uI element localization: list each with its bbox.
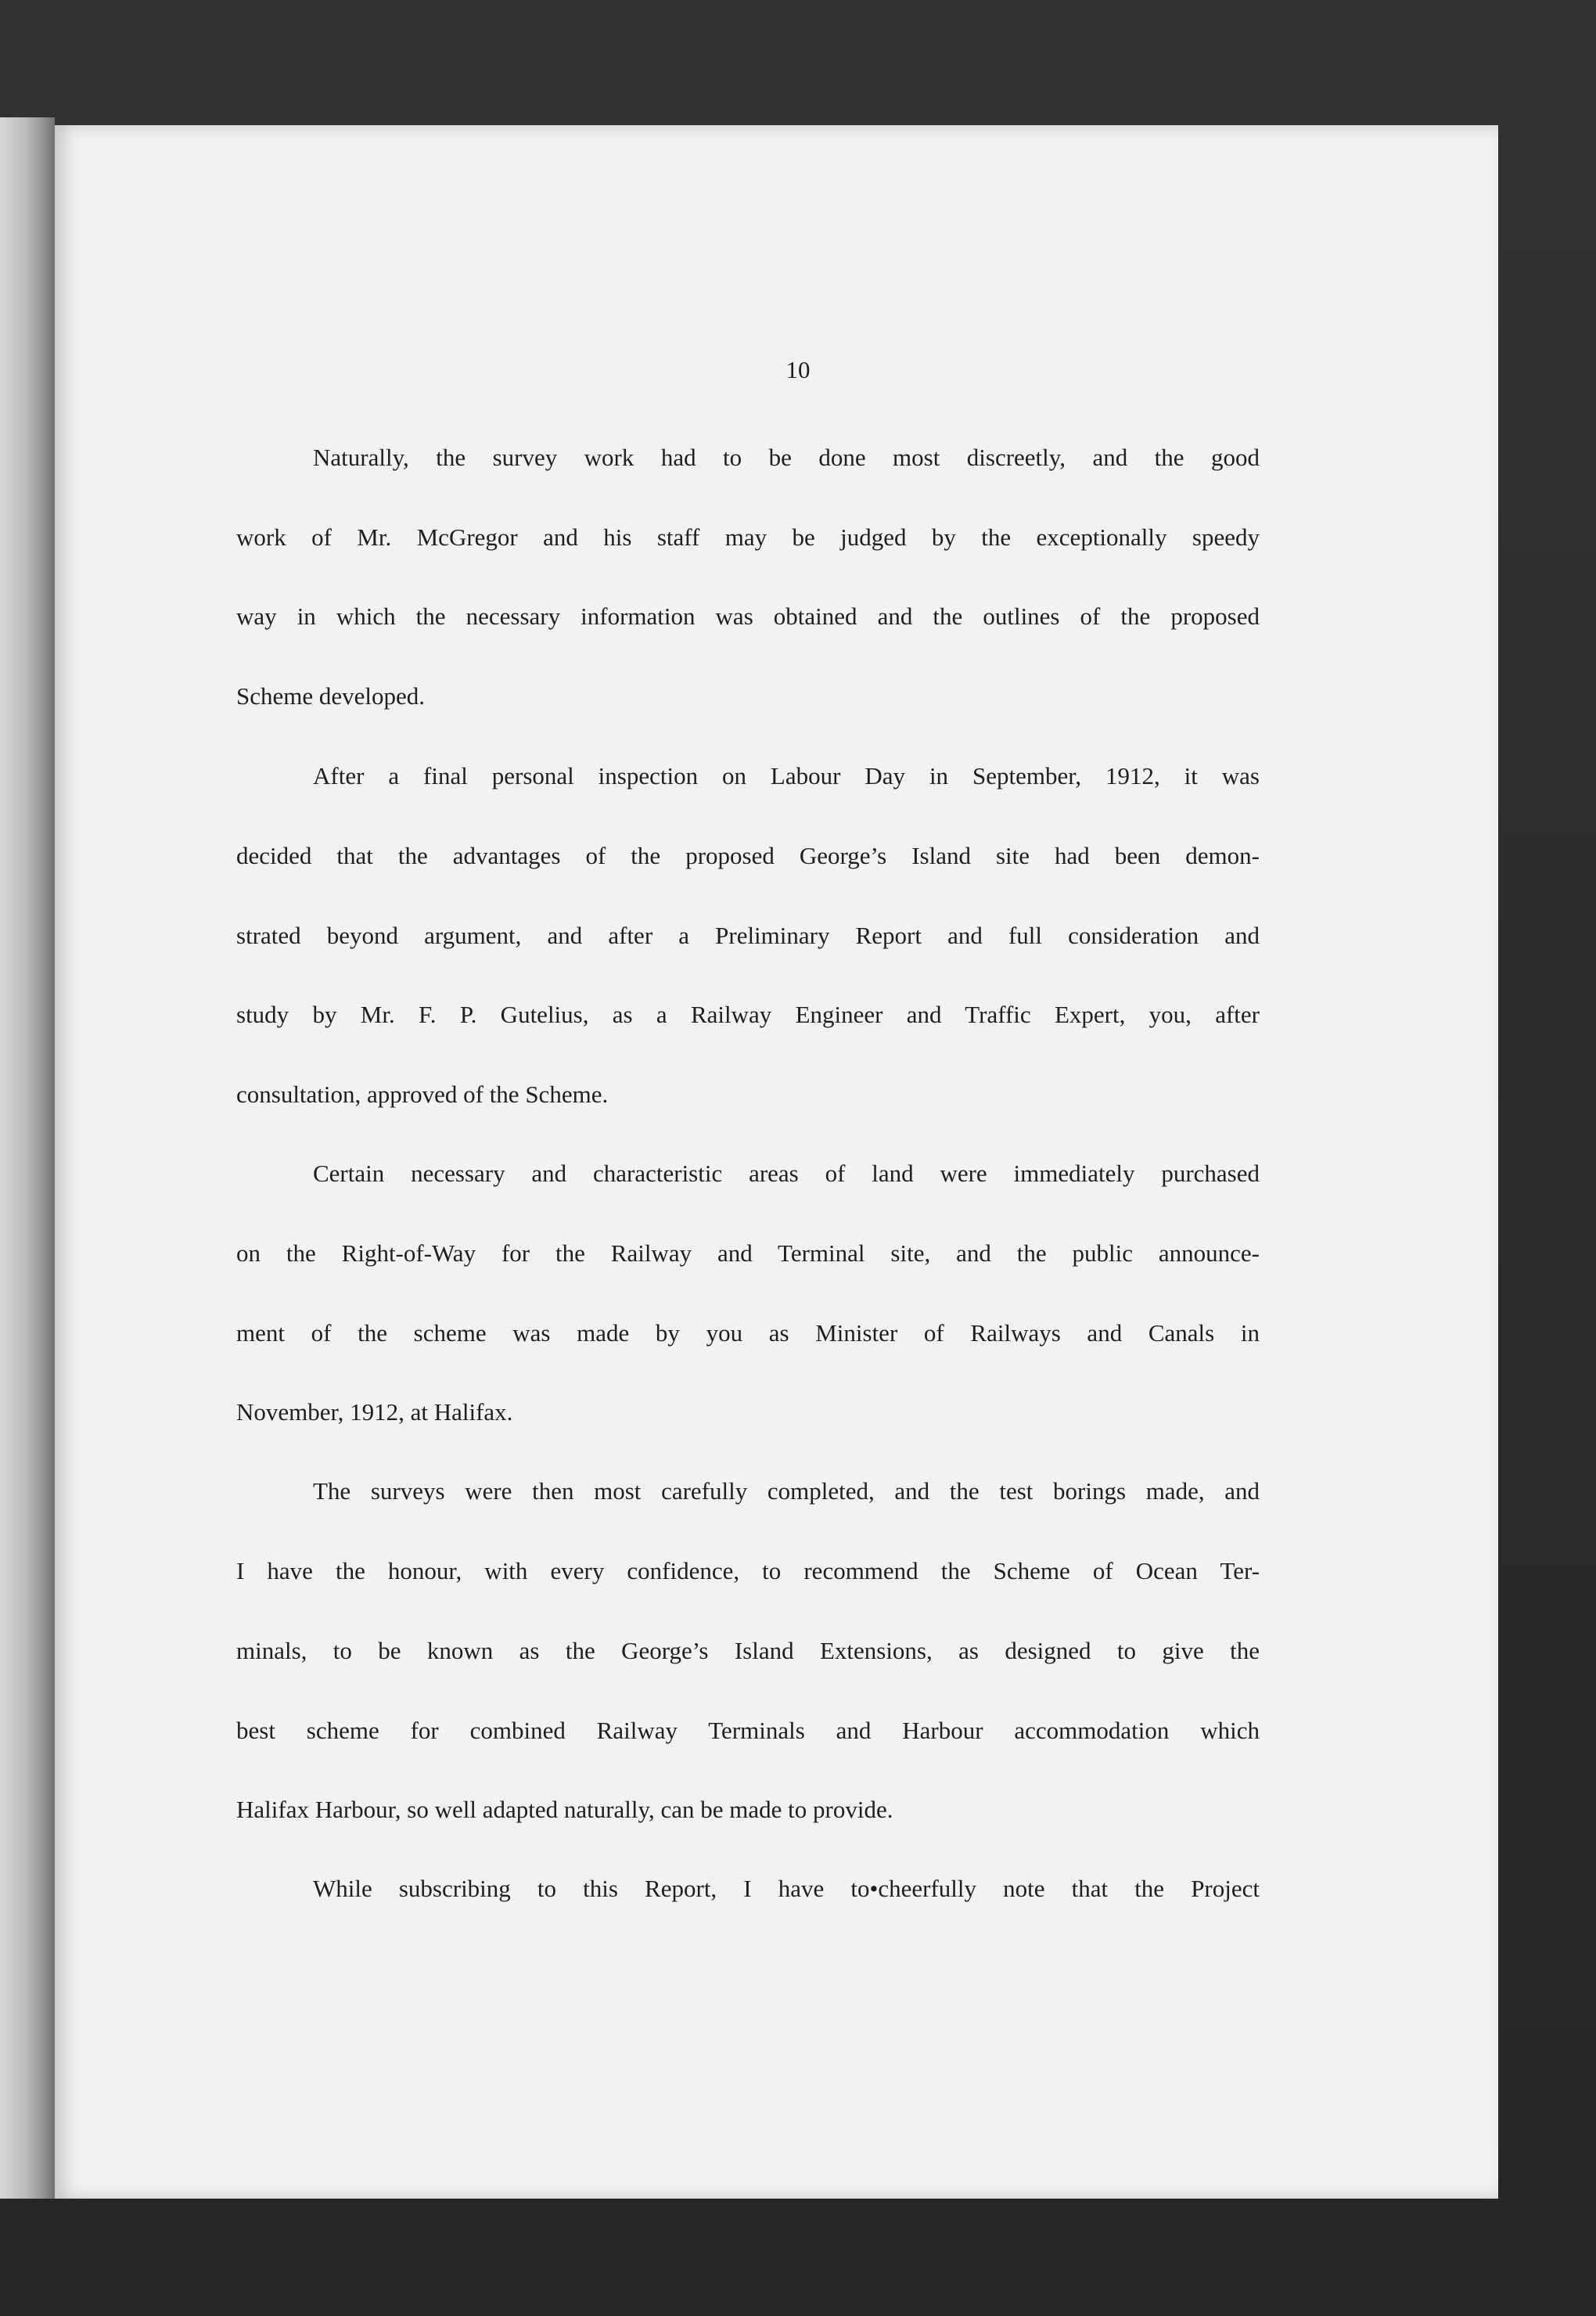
paragraph-line: work of Mr. McGregor and his staff may be judged by the exceptionally speedy <box>236 523 1260 551</box>
paragraph-line: Certain necessary and characteristic areas of land were immediately purchased <box>313 1160 1260 1187</box>
paragraph-line: I have the honour, with every confidence, to recommend the Scheme of Ocean Ter- <box>236 1557 1260 1584</box>
paragraph-line: consultation, approved of the Scheme. <box>236 1081 609 1108</box>
paragraph-line: Halifax Harbour, so well adapted naturally, can be made to provide. <box>236 1796 893 1823</box>
paragraph-line: Naturally, the survey work had to be done most discreetly, and the good <box>313 444 1260 471</box>
paragraph-line: minals, to be known as the George’s Island Extensions, as designed to give the <box>236 1637 1260 1664</box>
paragraph-line: ment of the scheme was made by you as Minister of Railways and Canals in <box>236 1319 1260 1347</box>
paragraph-line: way in which the necessary information was obtained and the outlines of the proposed <box>236 602 1260 630</box>
paragraph-line: strated beyond argument, and after a Preliminary Report and full consideration and <box>236 922 1260 949</box>
page-number: 10 <box>785 356 811 383</box>
paragraph-line: While subscribing to this Report, I have to•cheerfully note that the Project <box>313 1875 1260 1902</box>
paragraph-line: After a final personal inspection on Labour Day in September, 1912, it was <box>313 762 1260 789</box>
paragraph-line: best scheme for combined Railway Terminals and Harbour accommodation which <box>236 1717 1260 1744</box>
paragraph-line: decided that the advantages of the proposed George’s Island site had been demon- <box>236 842 1260 869</box>
paragraph-line: The surveys were then most carefully completed, and the test borings made, and <box>313 1477 1260 1505</box>
paragraph-line: November, 1912, at Halifax. <box>236 1398 513 1426</box>
book-spine-edge <box>0 117 55 2199</box>
paragraph-line: on the Right-of-Way for the Railway and Terminal site, and the public announce- <box>236 1239 1260 1267</box>
paragraph-line: Scheme developed. <box>236 682 426 710</box>
paragraph-line: study by Mr. F. P. Gutelius, as a Railway Engineer and Traffic Expert, you, after <box>236 1001 1260 1028</box>
